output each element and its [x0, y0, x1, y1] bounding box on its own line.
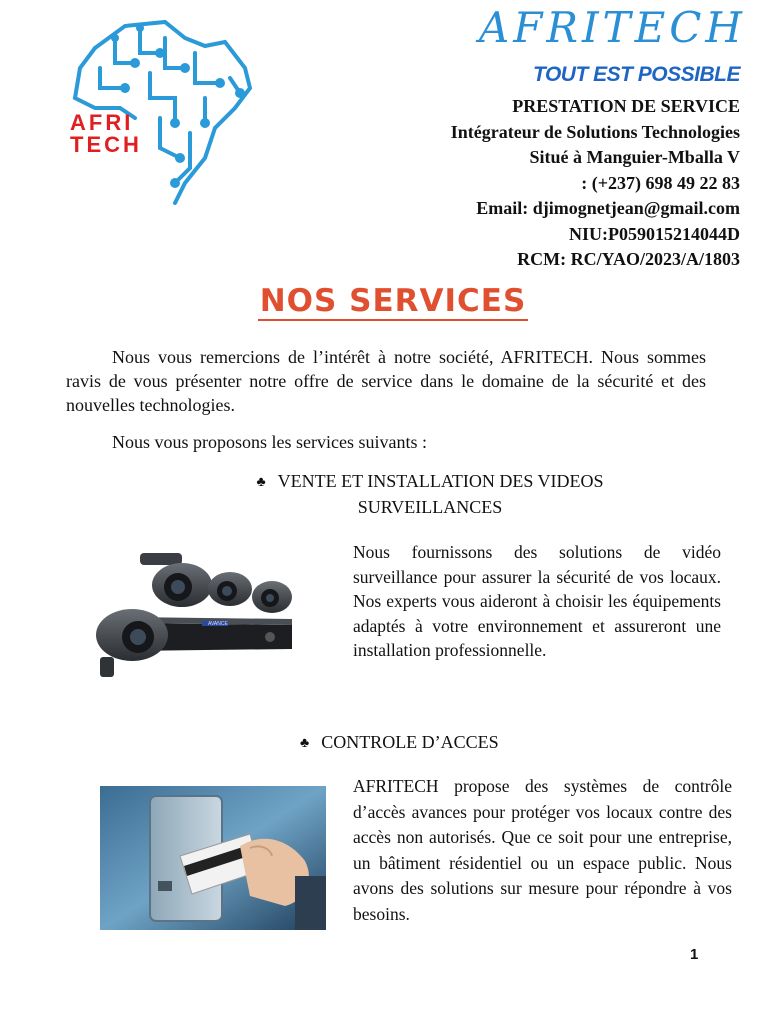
service-description-video: Nous fournissons des solutions de vidéo surveillance pour assurer la sécurité de vos locaux. Nos experts vous aideront à choisir les équipements adaptés à votre environnement et assureront une installation professionnelle. [353, 542, 721, 660]
service-heading-line1: VENTE ET INSTALLATION DES VIDEOS [277, 471, 604, 491]
contact-block [451, 94, 740, 273]
phone-line: : (+237) 698 49 22 83 [581, 172, 740, 193]
africa-circuit-logo [55, 8, 260, 208]
service-heading-line1: CONTROLE D’ACCES [321, 732, 499, 752]
dvr-brand-label: AVANCE [208, 621, 228, 627]
page-title-text: NOS SERVICES [259, 283, 527, 319]
access-card-reader-image [100, 786, 326, 930]
club-bullet-icon: ♣ [256, 475, 266, 490]
club-bullet-icon: ♣ [300, 736, 310, 751]
logo-text-line1: AFRI [70, 110, 134, 135]
contact-line: Situé à Manguier-Mballa V [529, 147, 740, 167]
logo-text [70, 112, 160, 156]
service-heading-access [300, 730, 600, 756]
intro-text: Nous vous remercions de l’intérêt à notre société, AFRITECH. Nous sommes ravis de vous présenter notre offre de service dans le domaine de la sécurité et des nouvelles technologies. [66, 347, 706, 415]
brand-name: AFRITECH [478, 3, 746, 52]
service-heading-line2: SURVEILLANCES [357, 497, 503, 517]
rcm-line: RCM: RC/YAO/2023/A/1803 [517, 249, 740, 269]
brand-slogan: TOUT EST POSSIBLE [533, 63, 740, 86]
services-intro: Nous vous proposons les services suivants : [112, 432, 427, 452]
contact-line: Intégrateur de Solutions Technologies [450, 121, 740, 142]
cctv-cameras-image [92, 545, 297, 680]
intro-paragraph [66, 345, 706, 417]
email-line: Email: djimognetjean@gmail.com [476, 198, 740, 218]
contact-line: PRESTATION DE SERVICE [512, 96, 740, 116]
logo-text-line2: TECH [70, 132, 142, 157]
page-number: 1 [690, 946, 699, 963]
page-title [0, 283, 768, 319]
service-heading-video [200, 469, 660, 519]
niu-line: NIU:P059015214044D [569, 223, 740, 244]
service-description-access: AFRITECH propose des systèmes de contrôle d’accès avances pour protéger vos locaux contre des accès non autorisés. Que ce soit pour une entreprise, un bâtiment résidentiel ou un espace public. Nous avons des solutions sur mesure pour répondre à vos besoins. [353, 776, 732, 924]
